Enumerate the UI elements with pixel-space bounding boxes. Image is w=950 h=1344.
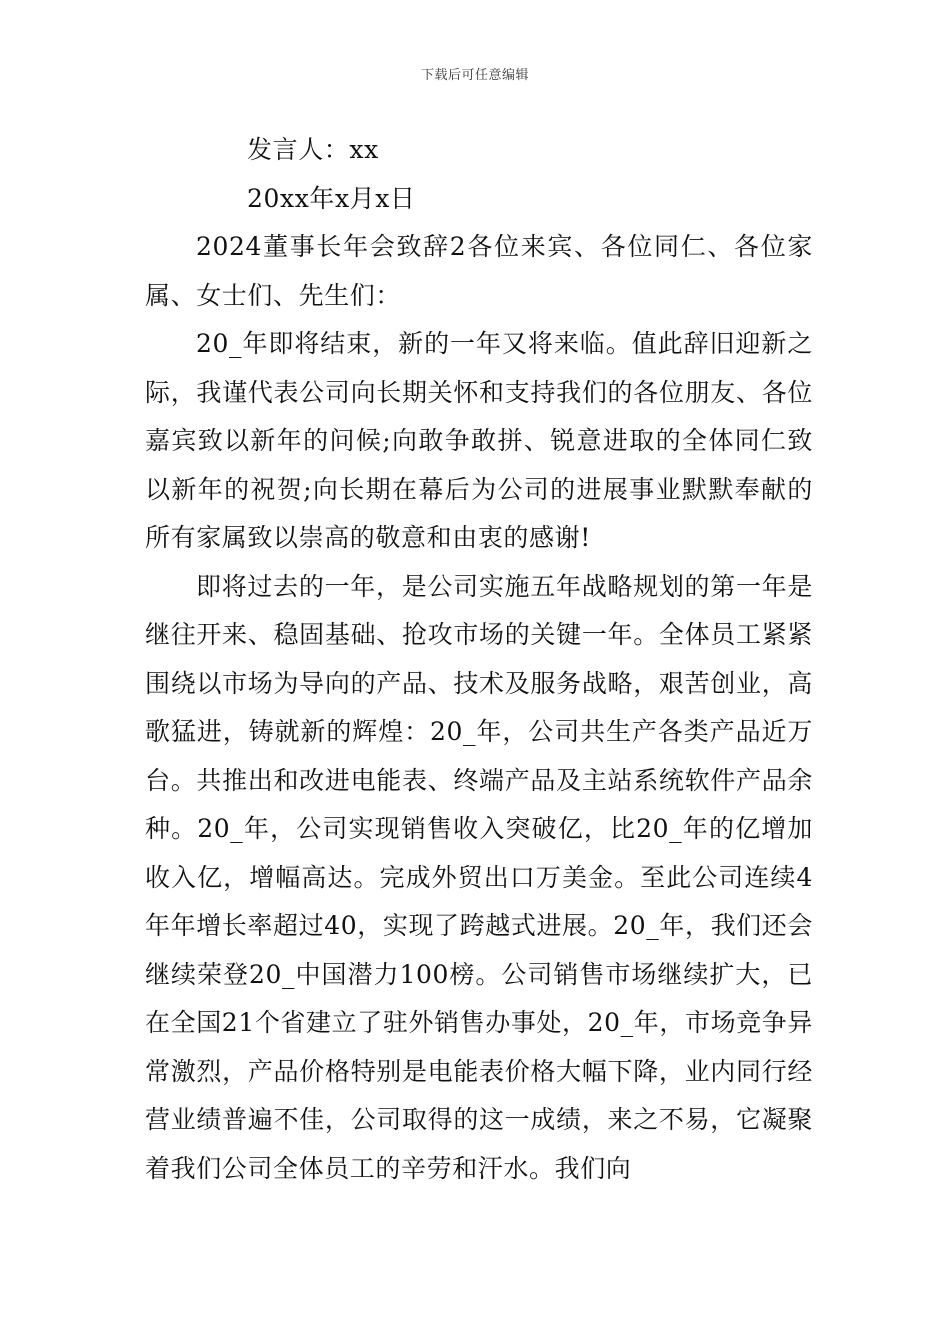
paragraph-greeting: 20_年即将结束，新的一年又将来临。值此辞旧迎新之际，我谨代表公司向长期关怀和支持我们的各位朋友、各位嘉宾致以新年的问候;向敢争敢拼、锐意进取的全体同仁致以新年的祝贺;向长期在幕后为公司的进展事业默默奉献的所有家属致以崇高的敬意和由衷的感谢! [145, 329, 813, 552]
page-header: 下载后可任意编辑 [420, 68, 529, 83]
date-line: 20xx年x月x日 [247, 183, 416, 213]
paragraph-title: 2024董事长年会致辞2各位来宾、各位同仁、各位家属、女士们、先生们： [145, 232, 813, 310]
paragraph-review: 即将过去的一年，是公司实施五年战略规划的第一年是继往开来、稳固基础、抢攻市场的关键一年。全体员工紧紧围绕以市场为导向的产品、技术及服务战略，艰苦创业，高歌猛进，铸就新的辉煌：20_年，公司共生产各类产品近万台。共推出和改进电能表、终端产品及主站系统软件产品余种。20_年，公司实现销售收入突破亿，比20_年的亿增加收入亿，增幅高达。完成外贸出口万美金。至此公司连续4年年增长率超过40，实现了跨越式进展。20_年，我们还会继续荣登20_中国潜力100榜。公司销售市场继续扩大，已在全国21个省建立了驻外销售办事处，20_年，市场竞争异常激烈，产品价格特别是电能表价格大幅下降，业内同行经营业绩普遍不佳，公司取得的这一成绩，来之不易，它凝聚着我们公司全体员工的辛劳和汗水。我们向 [145, 571, 813, 1183]
speaker-line: 发言人：xx [247, 135, 379, 164]
document-body [145, 126, 813, 1193]
